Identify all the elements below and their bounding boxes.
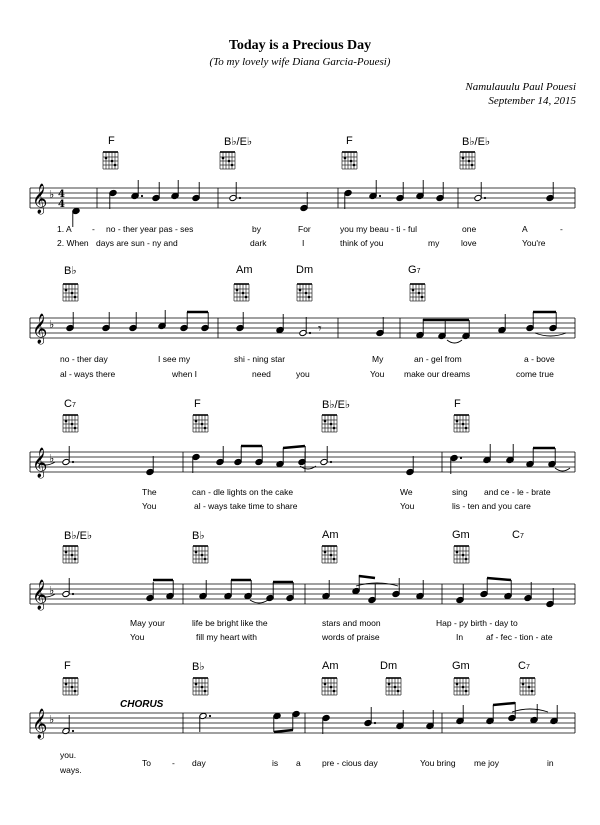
- note-dot: [72, 593, 74, 595]
- note-dot: [379, 195, 381, 197]
- lyric-syllable: In: [456, 632, 464, 642]
- lyric-syllable: af - fec - tion - ate: [486, 632, 553, 642]
- lyric-syllable: shi - ning star: [234, 354, 286, 364]
- note-dot: [374, 722, 376, 724]
- chord-symbol: C7: [64, 398, 76, 410]
- lyric-syllable: You: [400, 501, 415, 511]
- lyric-syllable: you my beau - ti - ful: [340, 224, 418, 234]
- key-flat: ♭: [49, 713, 55, 726]
- key-flat: ♭: [49, 188, 55, 201]
- lyric-syllable: one: [462, 224, 477, 234]
- lyric-syllable: life be bright like the: [192, 618, 268, 628]
- note-dot: [309, 332, 311, 334]
- lyric-syllable: you: [296, 369, 310, 379]
- note-dot: [72, 730, 74, 732]
- chord-symbol: Gm: [452, 660, 470, 672]
- chord-diagram: [520, 678, 535, 695]
- lyric-syllable: You: [130, 632, 145, 642]
- tie: [555, 468, 570, 471]
- treble-clef: 𝄞: [32, 709, 48, 739]
- note-dot: [209, 715, 211, 717]
- lyric-syllable: lis - ten and you care: [452, 501, 531, 511]
- chord-symbol: B♭/E♭: [462, 136, 491, 148]
- chord-symbol: B♭: [192, 530, 205, 542]
- chord-diagram: [193, 415, 208, 432]
- key-flat: ♭: [49, 318, 55, 331]
- lyric-syllable: a - bove: [524, 354, 555, 364]
- lyric-syllable: in: [547, 758, 554, 768]
- lyric-syllable: My: [372, 354, 384, 364]
- rest: 𝄾: [318, 321, 322, 337]
- composer-name: Namulauulu Paul Pouesi: [465, 81, 576, 93]
- lyric-syllable: my: [428, 238, 440, 248]
- treble-clef: 𝄞: [32, 448, 48, 478]
- lyric-syllable: To: [142, 758, 151, 768]
- lyric-syllable: when I: [172, 369, 198, 379]
- lyric-syllable: I: [302, 238, 305, 248]
- note-dot: [330, 461, 332, 463]
- chord-diagram: [103, 152, 118, 169]
- chord-symbol: Dm: [296, 264, 314, 276]
- lyric-syllable: 1. A: [57, 224, 72, 234]
- chord-symbol: Am: [236, 264, 253, 276]
- chord-diagram: [322, 415, 337, 432]
- note-dot: [72, 461, 74, 463]
- chord-diagram: [234, 284, 249, 301]
- chord-symbol: B♭/E♭: [322, 399, 351, 411]
- lyric-syllable: ways.: [60, 765, 82, 775]
- chord-diagram: [63, 546, 78, 563]
- lyric-syllable: al - ways there: [60, 369, 116, 379]
- lyric-syllable: al - ways take time to share: [194, 501, 298, 511]
- lyric-syllable: Hap - py birth - day to: [436, 618, 518, 628]
- time-sig-top: 4: [58, 189, 65, 200]
- lyric-syllable: me joy: [474, 758, 500, 768]
- chord-diagram: [193, 678, 208, 695]
- song-title: Today is a Precious Day: [228, 38, 372, 53]
- chord-diagram: [63, 284, 78, 301]
- beam: [274, 730, 293, 732]
- chord-diagram: [410, 284, 425, 301]
- tie: [250, 600, 268, 603]
- lyric-syllable: You bring: [420, 758, 456, 768]
- lyric-syllable: I see my: [158, 354, 191, 364]
- tie: [447, 340, 462, 343]
- lyric-syllable: -: [92, 224, 95, 234]
- tie: [512, 709, 548, 712]
- lyric-syllable: a: [296, 758, 301, 768]
- lyric-syllable: you.: [60, 750, 77, 760]
- chord-symbol: F: [454, 398, 461, 410]
- lyric-syllable: come true: [516, 369, 554, 379]
- chord-symbol: Dm: [380, 660, 398, 672]
- chord-symbol: F: [346, 135, 353, 147]
- lyric-syllable: You: [142, 501, 157, 511]
- beam: [493, 703, 515, 705]
- lyric-syllable: can - dle lights on the cake: [192, 487, 294, 497]
- chord-diagram: [297, 284, 312, 301]
- lyric-syllable: pre - cious day: [322, 758, 378, 768]
- beam: [283, 446, 305, 448]
- beam: [487, 578, 511, 580]
- chord-symbol: B♭/E♭: [224, 136, 253, 148]
- chord-diagram: [63, 678, 78, 695]
- chord-diagram: [322, 678, 337, 695]
- chord-symbol: G7: [408, 264, 421, 276]
- chord-diagram: [193, 546, 208, 563]
- section-label: CHORUS: [120, 699, 164, 710]
- lyric-syllable: love: [461, 238, 477, 248]
- chord-diagram: [220, 152, 235, 169]
- chord-symbol: F: [108, 135, 115, 147]
- lyric-syllable: is: [272, 758, 279, 768]
- chord-diagram: [322, 546, 337, 563]
- chord-diagram: [460, 152, 475, 169]
- treble-clef: 𝄞: [32, 314, 48, 344]
- lyric-syllable: days are sun - ny and: [96, 238, 178, 248]
- lyric-syllable: no - ther day: [60, 354, 108, 364]
- lyric-syllable: no - ther year pas - ses: [106, 224, 194, 234]
- chord-symbol: F: [194, 398, 201, 410]
- lyric-syllable: -: [172, 758, 175, 768]
- chord-diagram: [454, 415, 469, 432]
- chord-diagram: [63, 415, 78, 432]
- treble-clef: 𝄞: [32, 184, 48, 214]
- lyric-syllable: sing: [452, 487, 468, 497]
- lyric-syllable: an - gel from: [414, 354, 462, 364]
- chord-symbol: F: [64, 660, 71, 672]
- key-flat: ♭: [49, 584, 55, 597]
- lyric-syllable: May your: [130, 618, 165, 628]
- chord-symbol: Gm: [452, 529, 470, 541]
- chord-symbol: B♭: [64, 265, 77, 277]
- treble-clef: 𝄞: [32, 580, 48, 610]
- lyric-syllable: think of you: [340, 238, 384, 248]
- lyric-syllable: make our dreams: [404, 369, 471, 379]
- lyric-syllable: dark: [250, 238, 267, 248]
- lyric-syllable: -: [560, 224, 563, 234]
- time-sig-bottom: 4: [58, 199, 65, 210]
- lyric-syllable: stars and moon: [322, 618, 381, 628]
- tie: [535, 333, 566, 336]
- chord-symbol: Am: [322, 529, 339, 541]
- lyric-syllable: You: [370, 369, 385, 379]
- chord-symbol: B♭/E♭: [64, 530, 93, 542]
- lyric-syllable: The: [142, 487, 157, 497]
- tie: [356, 583, 398, 586]
- chord-diagram: [454, 546, 469, 563]
- lyric-syllable: fill my heart with: [196, 632, 257, 642]
- lyric-syllable: words of praise: [322, 632, 380, 642]
- lyric-syllable: need: [252, 369, 271, 379]
- lyric-syllable: by: [252, 224, 261, 234]
- chord-diagram: [342, 152, 357, 169]
- note-dot: [239, 197, 241, 199]
- chord-symbol: Am: [322, 660, 339, 672]
- chord-symbol: C7: [518, 660, 530, 672]
- chord-diagram: [454, 678, 469, 695]
- chord-symbol: C7: [512, 529, 524, 541]
- note-dot: [141, 195, 143, 197]
- chord-symbol: B♭: [192, 661, 205, 673]
- lyric-syllable: You're: [522, 238, 546, 248]
- lyric-syllable: We: [400, 487, 413, 497]
- composition-date: September 14, 2015: [488, 95, 576, 107]
- lyric-syllable: A: [522, 224, 528, 234]
- note-dot: [484, 197, 486, 199]
- tie: [300, 466, 316, 469]
- beam: [359, 576, 375, 578]
- lyric-syllable: day: [192, 758, 206, 768]
- dedication: (To my lovely wife Diana Garcia-Pouesi): [209, 56, 391, 68]
- lyric-syllable: For: [298, 224, 311, 234]
- lyric-syllable: and ce - le - brate: [484, 487, 551, 497]
- lyric-syllable: 2. When: [57, 238, 89, 248]
- key-flat: ♭: [49, 452, 55, 465]
- chord-diagram: [386, 678, 401, 695]
- note-dot: [460, 457, 462, 459]
